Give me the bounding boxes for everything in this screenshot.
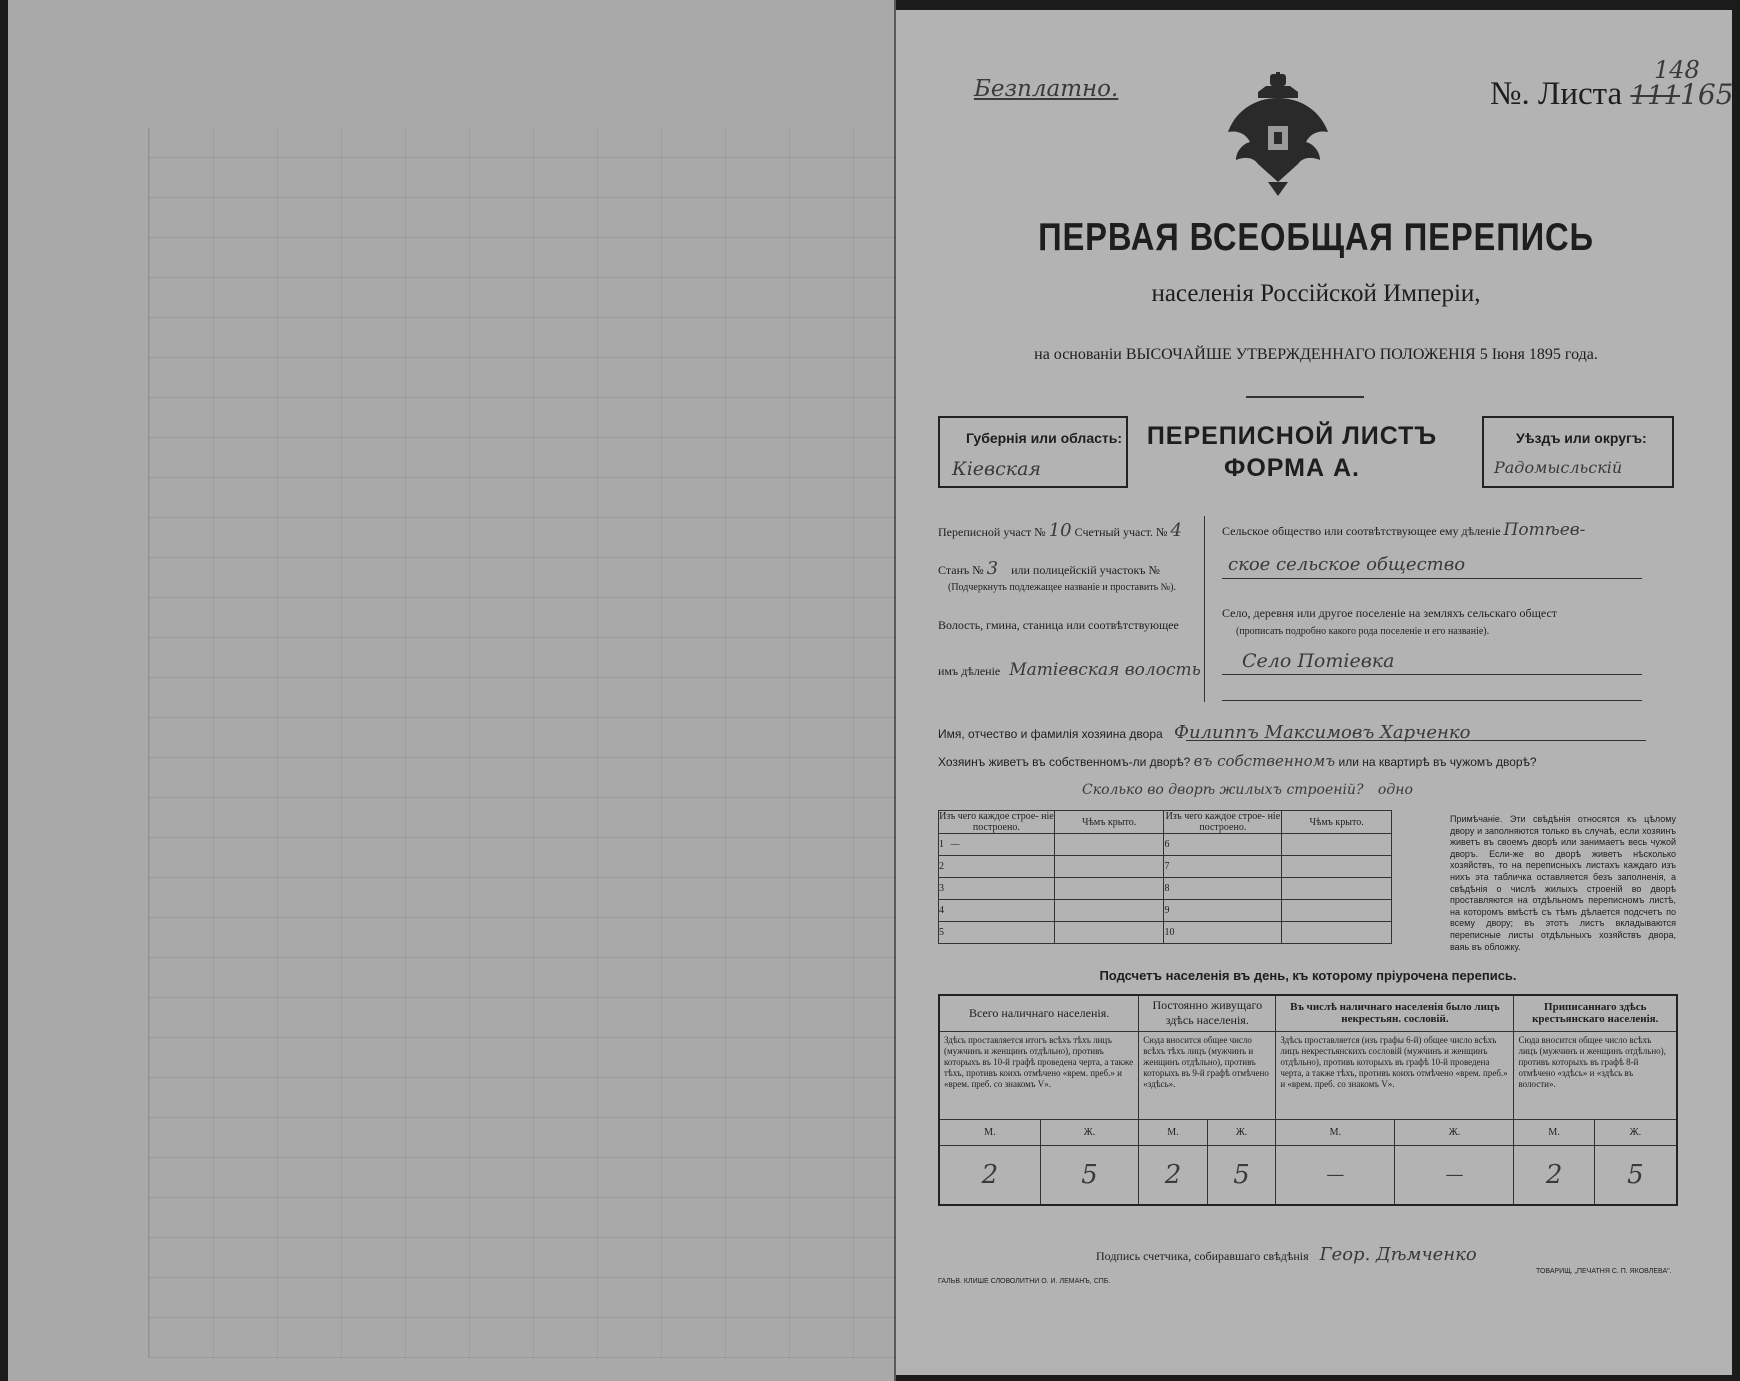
society-value-1: Потѣев- [1503, 520, 1586, 540]
population-col-desc: Сюда вносится общее число всѣхъ лицъ (мужчинъ и женщинъ отдѣльно), противъ которыхъ въ графѣ 8-й отмѣчено «здѣсь» и «здѣсь въ волости». [1514, 1031, 1677, 1119]
population-col-title: Постоянно живущаго здѣсь населенія. [1139, 995, 1276, 1031]
volost-label-1: Волость, гмина, станица или соотвѣтствующее [938, 618, 1179, 632]
population-col-desc: Сюда вносится общее число всѣхъ тѣхъ лицъ (мужчинъ и женщинъ отдѣльно), противъ которыхъ въ 9-й графѣ отмѣчено «здѣсь». [1139, 1031, 1276, 1119]
population-col-desc: Здѣсь проставляется (изъ графы 6-й) общее число всѣхъ лицъ некрестьянскихъ сословій (мужчинъ и женщинъ отдѣльно), противъ которыхъ въ графѣ 10-й проведена черта, а также тѣхъ, противъ коихъ отмѣчено «врем. преб.» и «врем. преб. со знакомъ V». [1276, 1031, 1514, 1119]
coat-of-arms-icon [1222, 72, 1334, 198]
row-number: 5 [939, 922, 1055, 944]
left-page [8, 0, 896, 1381]
owner-label: Имя, отчество и фамилія хозяина двора [938, 727, 1163, 741]
table-cell [1282, 922, 1392, 944]
village-underline-2 [1222, 700, 1642, 701]
column-divider [1204, 516, 1205, 702]
buildings-col1-header: Изъ чего каждое строе- ніе построено. [939, 811, 1054, 833]
male-label: М. [939, 1119, 1040, 1145]
counting-district-value: 4 [1170, 520, 1182, 541]
volost-label-2: имъ дѣленіе [938, 664, 1001, 678]
row-number: 7 [1164, 856, 1282, 878]
village-label: Село, деревня или другое поселеніе на земляхъ сельскаго общест [1222, 606, 1558, 620]
row-number: 8 [1164, 878, 1282, 900]
volost-line [938, 660, 1201, 680]
row-number: 10 [1164, 922, 1282, 944]
signature-line [1096, 1244, 1477, 1265]
table-cell [1054, 834, 1164, 856]
signature-value: Геор. Дѣмченко [1319, 1244, 1477, 1265]
sheet-title-2: ФОРМА А. [1224, 454, 1360, 482]
counting-district-label: Счетный участ. № [1074, 525, 1168, 539]
male-label: М. [1514, 1119, 1594, 1145]
footer-left: ГАЛЬВ. КЛИШЕ СЛОВОЛИТНИ О. И. ЛЕМАНЪ, СПБ. [938, 1278, 1111, 1285]
village-note: (прописать подробно какого рода поселеніе и его названіе). [1236, 626, 1490, 637]
owner-lives-value: въ собственномъ [1193, 752, 1336, 770]
village-value: Село Потіевка [1242, 650, 1395, 672]
male-label: М. [1276, 1119, 1395, 1145]
census-basis: на основаніи ВЫСОЧАЙШЕ УТВЕРЖДЕННАГО ПОЛОЖЕНІЯ 5 Іюня 1895 года. [1034, 346, 1598, 363]
buildings-col2-header: Чѣмъ крыто. [1054, 811, 1164, 834]
signature-label: Подпись счетчика, собиравшаго свѣдѣнія [1096, 1249, 1309, 1263]
volost-value: Матіевская волость [1009, 660, 1201, 680]
population-value: 2 [939, 1145, 1040, 1205]
uezd-value: Радомысльскій [1494, 458, 1623, 477]
sheet-number-struck: 111 [1630, 81, 1681, 111]
population-value: 5 [1040, 1145, 1138, 1205]
female-label: Ж. [1207, 1119, 1276, 1145]
female-label: Ж. [1395, 1119, 1514, 1145]
row-number: 3 [939, 878, 1055, 900]
population-heading: Подсчетъ населенія въ день, къ которому пріурочена перепись. [1099, 968, 1517, 983]
underline-note: (Подчеркнуть подлежащее названіе и проставить №). [948, 582, 1176, 593]
ornament-divider [1246, 396, 1364, 398]
population-value: 5 [1594, 1145, 1677, 1205]
free-label: Безплатно. [974, 76, 1119, 102]
census-district [938, 520, 1182, 541]
police-label: или полицейскій участокъ № [1011, 563, 1160, 577]
left-page-faded-grid [148, 128, 908, 1358]
female-label: Ж. [1594, 1119, 1677, 1145]
population-value: — [1276, 1145, 1395, 1205]
table-cell [1054, 900, 1164, 922]
population-value: 2 [1139, 1145, 1208, 1205]
census-form-page [896, 10, 1732, 1375]
sheet-number-label: №. Листа [1490, 76, 1623, 112]
buildings-col3-header: Изъ чего каждое строе- ніе построено. [1165, 811, 1281, 833]
table-cell [1282, 834, 1392, 856]
census-district-label: Переписной участ № [938, 525, 1046, 539]
census-subtitle: населенія Россійской Имперіи, [1151, 280, 1481, 307]
village-underline [1222, 674, 1642, 675]
buildings-table [938, 810, 1392, 944]
buildings-line [1082, 782, 1413, 798]
population-value: — [1395, 1145, 1514, 1205]
row-number: 6 [1164, 834, 1282, 856]
table-cell [1282, 878, 1392, 900]
society-label: Сельское общество или соотвѣтствующее ему дѣленіе [1222, 524, 1501, 538]
buildings-label: Сколько во дворѣ жилыхъ строеній? [1082, 782, 1364, 798]
gubernia-value: Кіевская [952, 458, 1041, 480]
table-cell [1282, 856, 1392, 878]
society-underline [1222, 578, 1642, 579]
female-label: Ж. [1040, 1119, 1138, 1145]
stan-label: Станъ № [938, 563, 984, 577]
row-mark: — [950, 839, 960, 850]
stan-value: 3 [986, 558, 999, 579]
table-cell [1054, 922, 1164, 944]
buildings-note: Примѣчаніе. Эти свѣдѣнія относятся къ цѣлому двору и заполняются только въ случаѣ, если хозяинъ живетъ въ своемъ дворѣ или занимаетъ весь чужой дворъ. Если-же во дворѣ живетъ нѣсколько хозяйствъ, то на переписныхъ листахъ каждаго изъ нихъ эта табличка оставляется безъ заполненія, а свѣдѣнія о числѣ жилыхъ строеній во дворѣ проставляются на отдѣльномъ переписномъ листѣ, на которомъ вмѣстѣ съ тѣмъ дѣлается подсчетъ по всему двору; въ этотъ листъ вкладываются переписные листы отдѣльныхъ хозяйствъ двора, ваяь въ обложку. [1450, 814, 1676, 952]
population-value: 5 [1207, 1145, 1276, 1205]
population-col-desc: Здѣсь проставляется итогъ всѣхъ тѣхъ лицъ (мужчинъ и женщинъ отдѣльно), противъ которыхъ въ 10-й графѣ проведена черта, а также тѣхъ, противъ коихъ отмѣчено «врем. преб.» и «врем. преб. со знакомъ V». [939, 1031, 1139, 1119]
footer-right: ТОВАРИЩ. „ПЕЧАТНЯ С. П. ЯКОВЛЕВА". [1536, 1268, 1672, 1275]
row-number: 2 [939, 856, 1055, 878]
row-number: 9 [1164, 900, 1282, 922]
society-line [1222, 520, 1585, 540]
table-cell [1054, 878, 1164, 900]
table-cell [1282, 900, 1392, 922]
population-col-title: Приписаннаго здѣсь крестьянскаго населенія. [1514, 995, 1677, 1031]
table-cell [1054, 856, 1164, 878]
owner-lives-line [938, 752, 1537, 770]
population-col-title: Въ числѣ наличнаго населенія было лицъ некрестьян. сословій. [1276, 995, 1514, 1031]
census-district-value: 10 [1048, 520, 1072, 541]
uezd-label: Уѣздъ или округъ: [1516, 430, 1647, 446]
stan [938, 558, 1160, 579]
buildings-value: одно [1377, 782, 1413, 798]
sheet-number-value: 165 [1680, 78, 1734, 111]
owner-underline [1186, 740, 1646, 741]
owner-lives-label: Хозяинъ живетъ въ собственномъ-ли дворѣ? [938, 755, 1191, 769]
row-number: 4 [939, 900, 1055, 922]
row-number: 1 [939, 839, 944, 850]
gubernia-box [938, 416, 1128, 488]
sheet-number-alt: 148 [1654, 56, 1700, 84]
sheet-title-1: ПЕРЕПИСНОЙ ЛИСТЪ [1146, 422, 1438, 450]
male-label: М. [1139, 1119, 1208, 1145]
gubernia-label: Губернія или область: [966, 430, 1123, 446]
buildings-col4-header: Чѣмъ крыто. [1282, 811, 1392, 834]
population-table [938, 994, 1678, 1206]
owner-value: Филиппъ Максимовъ Харченко [1174, 722, 1471, 743]
census-title: ПЕРВАЯ ВСЕОБЩАЯ ПЕРЕПИСЬ [1038, 216, 1594, 259]
owner-lives-label-2: или на квартирѣ въ чужомъ дворѣ? [1338, 755, 1537, 769]
population-value: 2 [1514, 1145, 1594, 1205]
society-value-2: ское сельское общество [1228, 554, 1466, 575]
population-col-title: Всего наличнаго населенія. [939, 995, 1139, 1031]
table-row [939, 834, 1055, 856]
uezd-box [1482, 416, 1674, 488]
